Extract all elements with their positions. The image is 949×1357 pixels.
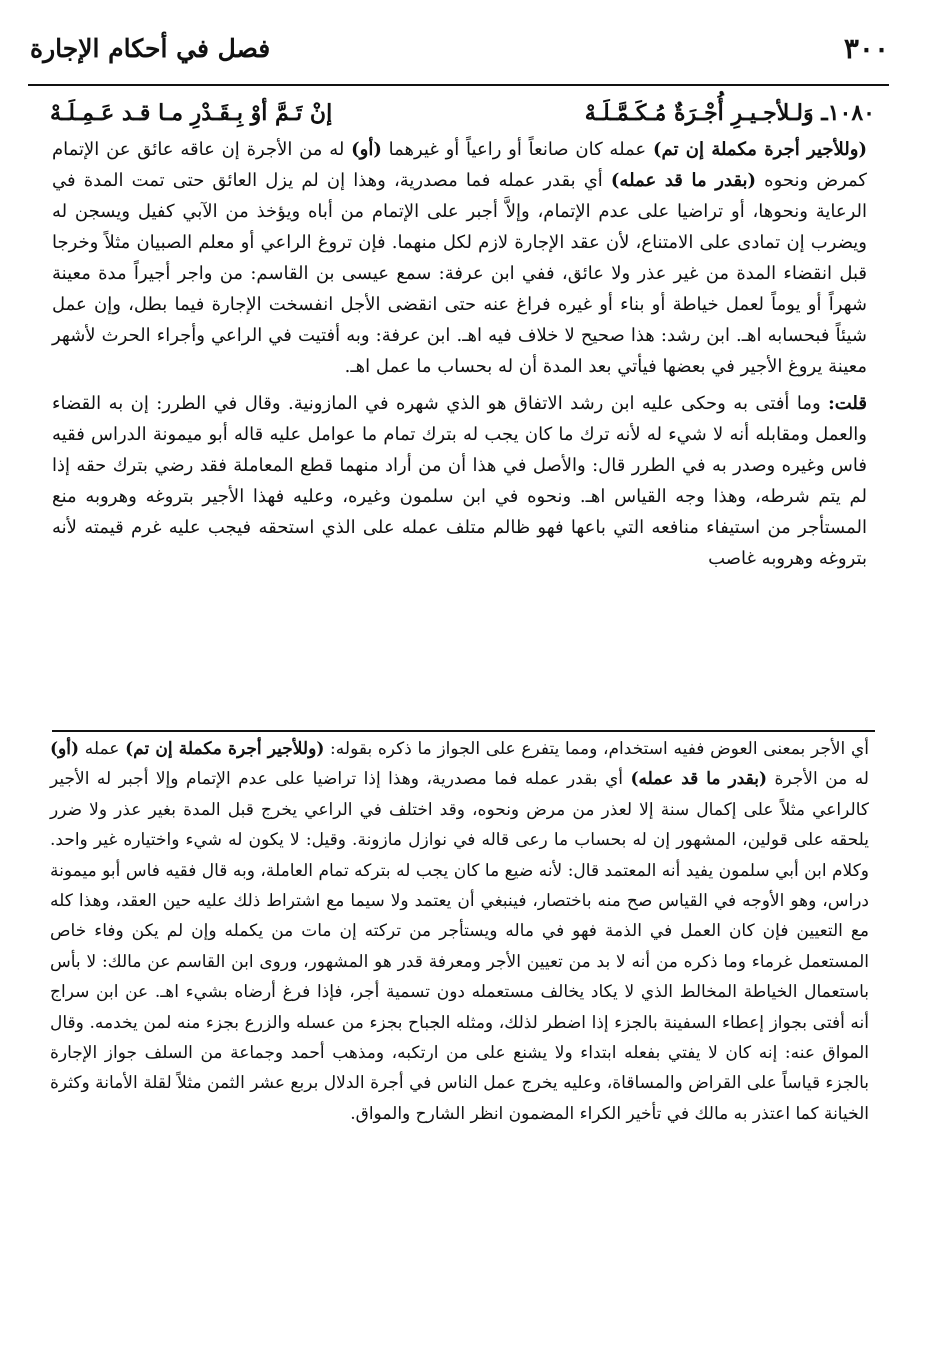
commentary-qultu-label: قلت:	[828, 393, 867, 414]
verse-first-hemistich	[585, 100, 875, 126]
page-number: ٣٠٠	[843, 32, 889, 65]
commentary-text: عمله كان صانعاً أو راعياً أو غيرهما	[381, 139, 653, 160]
commentary-bold-verse-quote: (وللأجير أجرة مكملة إن تم)	[652, 139, 867, 160]
commentary-text: له من الأجرة إن عاقه عائق عن الإتمام كمرض ونحوه	[52, 139, 867, 191]
verse-number: ١٠٨٠	[827, 100, 875, 126]
commentary-bold-amount: (بقدر ما قد عمله)	[610, 170, 757, 191]
commentary-body	[52, 134, 867, 574]
commentary-bold-or: (أو)	[351, 139, 382, 160]
footnote-text: أي بقدر عمله فما مصدرية، وهذا إذا تراضيا على عدم الإتمام وإلا أجبر له الأجير كالراعي مثلاً على إكمال سنة إلا لعذر من مرض ونحوه، وقد اختلف في الراعي يخرج قبل المدة بغير عذر ولا ضرر يلحقه على قولين، المشهور إن له بحساب ما رعى قاله في نوازل مازونة. وقيل: لا يكون له شيء واختياره غير واحد. وكلام ابن أبي سلمون يفيد أنه المعتمد قال: لأنه ضيع ما كان يجب له بتركه تمام العاملة، وبه قال فقيه فاس أبو ميمونة دراس، وهو الأوجه في القياس صح منه باختصار، فينبغي أن يعتمد ولا سيما مع اشتراط ذلك عليه حين العقد، وهذا كله مع التعيين فإن كان العمل في الذمة فهو في ماله ويستأجر من تركته إن مات من يكمله وإن لم يكن وفاء خاص المستعمل غرماء وما ذكره من أنه لا بد من تعيين الأجر ومعرفة قدر هو المشهور، وروى ابن القاسم عن مالك: لا بأس باستعمال الخياطة المخالط الذي لا يكاد يخالف مستعمله دون تسمية أجر، فإذا فرغ أرضاه بشيء اهـ. عن ابن سراج أنه أفتى بجواز إعطاء السفينة بالجزء إذا اضطر لذلك، ومثله الجباح بجزء من عسله والزرع بجزء منه لمن يخدمه. وقال المواق عنه: إنه كان لا يفتي بفعله ابتداء ولا يشنع على من ارتكبه، ومذهب أحمد وجماعة من السلف جواز الإجارة بالجزء قياساً على القراض والمساقاة، وعليه يخرج عمل الناس في أجرة الدلال بربع عشر الثمن مثلاً لقلة الأمانة وكثرة الخيانة كما اعتذر به مالك في تأخير الكراء المضمون انظر الشارح والمواق.	[50, 769, 869, 1124]
footnote-bold-verse-quote: (وللأجير أجرة مكملة إن تم)	[125, 739, 325, 759]
footnote-bold-amount: (بقدر ما قد عمله)	[630, 769, 768, 790]
header-rule	[28, 84, 889, 86]
footnote-text: له من الأجرة	[767, 769, 869, 790]
commentary-paragraph-2	[52, 388, 867, 574]
footnote-paragraph	[50, 734, 869, 1129]
commentary-text: وما أفتى به وحكى عليه ابن رشد الاتفاق هو الذي شهره في المازونية. وقال في الطرر: إن به القضاء والعمل ومقابله أنه لا شيء له لأنه ترك ما كان يجب له بترك تمام ما عوامل عليه قاله أبو ميمونة الدراس فقيه فاس وغيره وصدر به في الطرر قال: والأصل في هذا أن من أراد منهما قطع المعاملة فقد رضي بترك حقه إذا لم يتم شرطه، وهذا وجه القياس اهـ. ونحوه في ابن سلمون وغيره، وعليه فهذا الأجير بتروغه وهروبه منع المستأجر من استيفاء منافعه التي باعها فهو ظالم متلف عمله على الذي استحقه فيجب عليه غرم قيمته لأنه بتروغه وهروبه غاصب	[52, 393, 867, 569]
commentary-text: أي بقدر عمله فما مصدرية، وهذا إن لم يزل العائق حتى تمت المدة في الرعاية ونحوها، أو تراضيا على عدم الإتمام، وإلاَّ أجبر على الإتمام من أباه ويؤخذ من الآبي كفيل ويسجن له ويضرب إن تمادى على الامتناع، لأن عقد الإجارة لازم لكل منهما. فإن تروغ الراعي أو معلم الصبيان مثلاً وخرجا قبل انقضاء المدة من غير عذر ولا عائق، ففي ابن عرفة: سمع عيسى بن القاسم: من واجر أجيراً مدة معينة شهراً أو يوماً لعمل خياطة أو بناء أو غيره فراغ عنه حتى انقضى الأجل انفسخت الإجارة فيما بطل، وإن عمل شيئاً فبحسابه اهـ. ابن رشد: هذا صحيح لا خلاف فيه اهـ. ابن عرفة: وبه أفتيت في الراعي وأجراء الحرث لأشهر معينة يروغ الأجير في بعضها فيأتي بعد المدة أن له بحساب ما عمل اهـ.	[52, 170, 867, 377]
running-title: فصل في أحكام الإجارة	[30, 34, 271, 63]
footnote-text: أي الأجر بمعنى العوض ففيه استخدام، ومما يتفرع على الجواز ما ذكره بقوله:	[324, 739, 869, 759]
verse-first-text: ـ وَلـلأجـيـرِ أُجْـرَةٌ مُـكَـمَّـلَـهْ	[584, 100, 828, 126]
footnote-text: عمله	[79, 739, 126, 759]
footnote-body	[50, 734, 869, 1129]
footnote-bold-or: (أو)	[50, 739, 80, 759]
commentary-paragraph-1	[52, 134, 867, 382]
footnote-rule	[52, 730, 875, 732]
verse-line	[50, 92, 875, 134]
verse-second-hemistich: إنْ تَـمَّ أوْ بِـقَـدْرِ مـا قـد عَـمِـلَـهْ	[50, 100, 333, 126]
page-header	[30, 30, 889, 74]
